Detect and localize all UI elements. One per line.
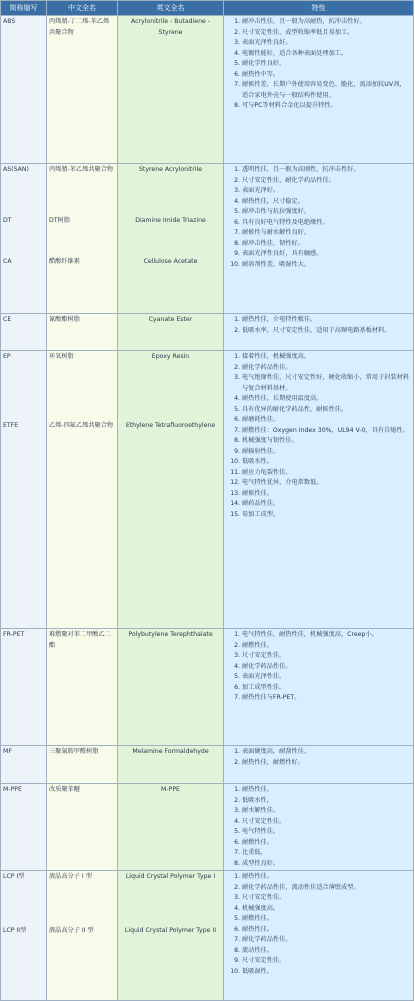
en-text: M-PPE: [161, 786, 180, 793]
header-row: [1, 1, 414, 16]
en-text: Cellulose Acetate: [143, 258, 198, 265]
abbr-text: LCP I型: [3, 873, 25, 880]
list-item: 3. 耐水解性佳。: [242, 806, 411, 817]
list-item: 13. 耐候性佳。: [242, 489, 411, 500]
list-item: 9. 尺寸安定性佳。: [242, 956, 411, 967]
cn-text: 氰酸酯树脂: [49, 316, 80, 323]
list-item: 4. 机械强度高。: [242, 904, 411, 915]
header-abbr: 简称缩写: [1, 1, 47, 16]
list-item: 3. 尺寸安定性佳。: [242, 651, 411, 662]
list-item: 1. 耐热性佳。: [242, 872, 411, 883]
header-en: 英文全名: [118, 1, 224, 16]
table-row: [1, 164, 414, 314]
cn-text: 丙烯腈-苯乙烯共聚合物: [49, 166, 114, 173]
abbr-cell: [1, 16, 47, 164]
cn-text: 难燃聚对苯二甲酸乙二酯: [49, 631, 111, 649]
abbr-cell: [1, 746, 47, 784]
list-item: 4. 尺寸安定性佳。: [242, 817, 411, 828]
table-row: [1, 351, 414, 629]
list-item: 7. 耐候性差，长期户外使用容易变色、脆化，需添加抗UV剂，适合家电外壳与一般结构件使用。: [242, 80, 411, 101]
list-item: 7. 比重低。: [242, 848, 411, 859]
cn-text: 液晶高分子 II 型: [49, 927, 94, 934]
cn-text: 丙烯腈-丁二烯-苯乙烯共聚合物: [49, 18, 110, 36]
list-item: 5. 耐化学性良好。: [242, 59, 411, 70]
en-cell: [118, 629, 224, 746]
list-item: 15. 易加工成型。: [242, 510, 411, 521]
list-item: 1. 表面硬度高，耐刮性佳。: [242, 747, 411, 758]
table-row: [1, 629, 414, 746]
list-item: 6. 加工成型性佳。: [242, 683, 411, 694]
table-row: [1, 746, 414, 784]
cn-cell: [47, 164, 118, 314]
list-item: 8. 耐冲击性佳，韧性好。: [242, 239, 411, 250]
props-cell: [224, 351, 414, 629]
en-text: Ethylene Tetrafluoroethylene: [125, 422, 216, 429]
table-row: [1, 16, 414, 164]
list-item: 2. 耐化学药品性佳，流动性佳适合薄壁成型。: [242, 883, 411, 894]
props-list: [226, 785, 411, 869]
props-list: [226, 872, 411, 977]
en-cell: [118, 164, 224, 314]
list-item: 3. 表面光泽好。: [242, 186, 411, 197]
abbr-text: ETFE: [3, 422, 19, 429]
en-text: Diamine Imide Triazine: [135, 217, 206, 224]
list-item: 2. 耐热性佳，耐燃性好。: [242, 758, 411, 769]
list-item: 2. 低吸水性。: [242, 796, 411, 807]
props-cell: [224, 784, 414, 871]
abbr-text: FR-PET: [3, 631, 25, 638]
list-item: 8. 成型性良好。: [242, 859, 411, 870]
list-item: 4. 耐热性佳，尺寸稳定。: [242, 197, 411, 208]
props-cell: [224, 164, 414, 314]
abbr-text: CE: [3, 316, 12, 323]
en-text: Styrene Acrylonitrile: [138, 166, 203, 173]
list-item: 2. 耐化学药品性佳。: [242, 363, 411, 374]
cn-text: DT树脂: [49, 217, 70, 224]
props-list: [226, 747, 411, 768]
en-text: Liquid Crystal Polymer Type I: [125, 873, 216, 880]
list-item: 6. 耐磨耗性佳。: [242, 415, 411, 426]
list-item: 6. 具有良好电气特性及电绝缘性。: [242, 218, 411, 229]
en-cell: [118, 351, 224, 629]
list-item: 4. 耐热性佳，长期使用温度高。: [242, 394, 411, 405]
abbr-text: EP: [3, 353, 11, 360]
list-item: 3. 表面光泽性良好。: [242, 38, 411, 49]
en-text: Liquid Crystal Polymer Type II: [124, 927, 217, 934]
list-item: 7. 耐候性与耐水解性良好。: [242, 228, 411, 239]
props-list: [226, 352, 411, 520]
en-cell: [118, 16, 224, 164]
list-item: 9. 表面光泽性良好，具有触感。: [242, 249, 411, 260]
list-item: 1. 耐冲击性佳，且一般为高耐热，抗冲击性好。: [242, 17, 411, 28]
cn-cell: [47, 314, 118, 351]
table-row: [1, 314, 414, 351]
abbr-text: CA: [3, 258, 12, 265]
props-cell: [224, 871, 414, 1001]
en-text: Polybutylene Terephthalate: [128, 631, 213, 638]
abbr-cell: [1, 629, 47, 746]
props-cell: [224, 16, 414, 164]
en-cell: [118, 784, 224, 871]
list-item: 7. 耐化学药品性佳。: [242, 935, 411, 946]
props-list: [226, 165, 411, 270]
props-cell: [224, 629, 414, 746]
list-item: 7. 耐热性佳与FR-PET。: [242, 693, 411, 704]
list-item: 1. 耐热性佳。: [242, 785, 411, 796]
cn-text: 环氧树脂: [49, 353, 74, 360]
props-cell: [224, 314, 414, 351]
list-item: 14. 耐药品性佳。: [242, 499, 411, 510]
cn-cell: [47, 871, 118, 1001]
list-item: 3. 尺寸安定性佳。: [242, 893, 411, 904]
list-item: 1. 耐热性佳，介电特性极佳。: [242, 315, 411, 326]
cn-text: 醋酸纤维素: [49, 258, 80, 265]
list-item: 5. 表面光泽性佳。: [242, 672, 411, 683]
props-list: [226, 630, 411, 704]
props-list: [226, 17, 411, 112]
abbr-text: DT: [3, 217, 12, 224]
list-item: 4. 电镀性能好，适合各种表面处理加工。: [242, 49, 411, 60]
list-item: 5. 耐冲击性与抗拉强度好。: [242, 207, 411, 218]
list-item: 1. 透明性佳，且一般为高刚性，抗冲击性好。: [242, 165, 411, 176]
abbr-text: M-PPE: [3, 786, 22, 793]
list-item: 12. 电气特性优异，介电常数低。: [242, 478, 411, 489]
list-item: 8. 可与PC等材料合金化以提升特性。: [242, 101, 411, 112]
list-item: 11. 耐应力龟裂性佳。: [242, 468, 411, 479]
en-text: Acrylonitrile - Butadiene - Styrene: [130, 18, 211, 36]
cn-cell: [47, 746, 118, 784]
list-item: 5. 耐燃性佳。: [242, 914, 411, 925]
table-row: [1, 784, 414, 871]
list-item: 2. 低吸水率，尺寸安定性佳，适用于高频电路基板材料。: [242, 326, 411, 337]
list-item: 1. 接着性佳，机械强度高。: [242, 352, 411, 363]
abbr-cell: [1, 164, 47, 314]
cn-cell: [47, 351, 118, 629]
list-item: 8. 流动性佳。: [242, 946, 411, 957]
cn-cell: [47, 629, 118, 746]
cn-text: 液晶高分子 I 型: [49, 873, 92, 880]
list-item: 10. 低吸水性。: [242, 457, 411, 468]
en-cell: [118, 746, 224, 784]
list-item: 10. 低吸湿性。: [242, 967, 411, 978]
list-item: 4. 耐化学药品性佳。: [242, 662, 411, 673]
props-list: [226, 315, 411, 336]
list-item: 1. 电气特性佳，耐热性佳，机械强度高，Creep小。: [242, 630, 411, 641]
abbr-cell: [1, 784, 47, 871]
table-row: [1, 871, 414, 1001]
en-cell: [118, 871, 224, 1001]
list-item: 6. 耐燃性佳。: [242, 838, 411, 849]
list-item: 2. 耐燃性佳。: [242, 641, 411, 652]
list-item: 9. 耐辐射性佳。: [242, 447, 411, 458]
abbr-cell: [1, 351, 47, 629]
list-item: 6. 耐热性佳。: [242, 925, 411, 936]
cn-text: 乙烯-四氟乙烯共聚合物: [49, 422, 114, 429]
list-item: 5. 电气特性佳。: [242, 827, 411, 838]
list-item: 7. 耐燃性佳：Oxygen Index 30%，UL94 V-0，具有自熄性。: [242, 426, 411, 437]
header-cn: 中文全名: [47, 1, 118, 16]
en-text: Melamine Formaldehyde: [132, 748, 209, 755]
list-item: 3. 电气绝缘性佳，尺寸安定性好，硬化收缩小，常用于封装材料与复合材料基材。: [242, 373, 411, 394]
props-cell: [224, 746, 414, 784]
list-item: 5. 具有优异的耐化学药品性，耐候性佳。: [242, 405, 411, 416]
list-item: 2. 尺寸安定性佳，成型收缩率低且易加工。: [242, 28, 411, 39]
en-cell: [118, 314, 224, 351]
list-item: 8. 机械强度与韧性佳。: [242, 436, 411, 447]
cn-cell: [47, 16, 118, 164]
list-item: 6. 耐热性中等。: [242, 70, 411, 81]
en-text: Epoxy Resin: [151, 353, 190, 360]
abbr-text: AS(SAN): [3, 166, 29, 173]
abbr-text: ABS: [3, 18, 16, 25]
list-item: 2. 尺寸安定性佳，耐化学药品性佳。: [242, 176, 411, 187]
cn-cell: [47, 784, 118, 871]
abbr-cell: [1, 871, 47, 1001]
cn-text: 三聚氰胺甲醛树脂: [49, 748, 99, 755]
abbr-cell: [1, 314, 47, 351]
abbr-text: LCP II型: [3, 927, 27, 934]
list-item: 10. 耐溶剂性差，吸湿性大。: [242, 260, 411, 271]
header-props: 特性: [224, 1, 414, 16]
en-text: Cyanate Ester: [148, 316, 193, 323]
cn-text: 改质聚苯醚: [49, 786, 80, 793]
abbr-text: MF: [3, 748, 12, 755]
